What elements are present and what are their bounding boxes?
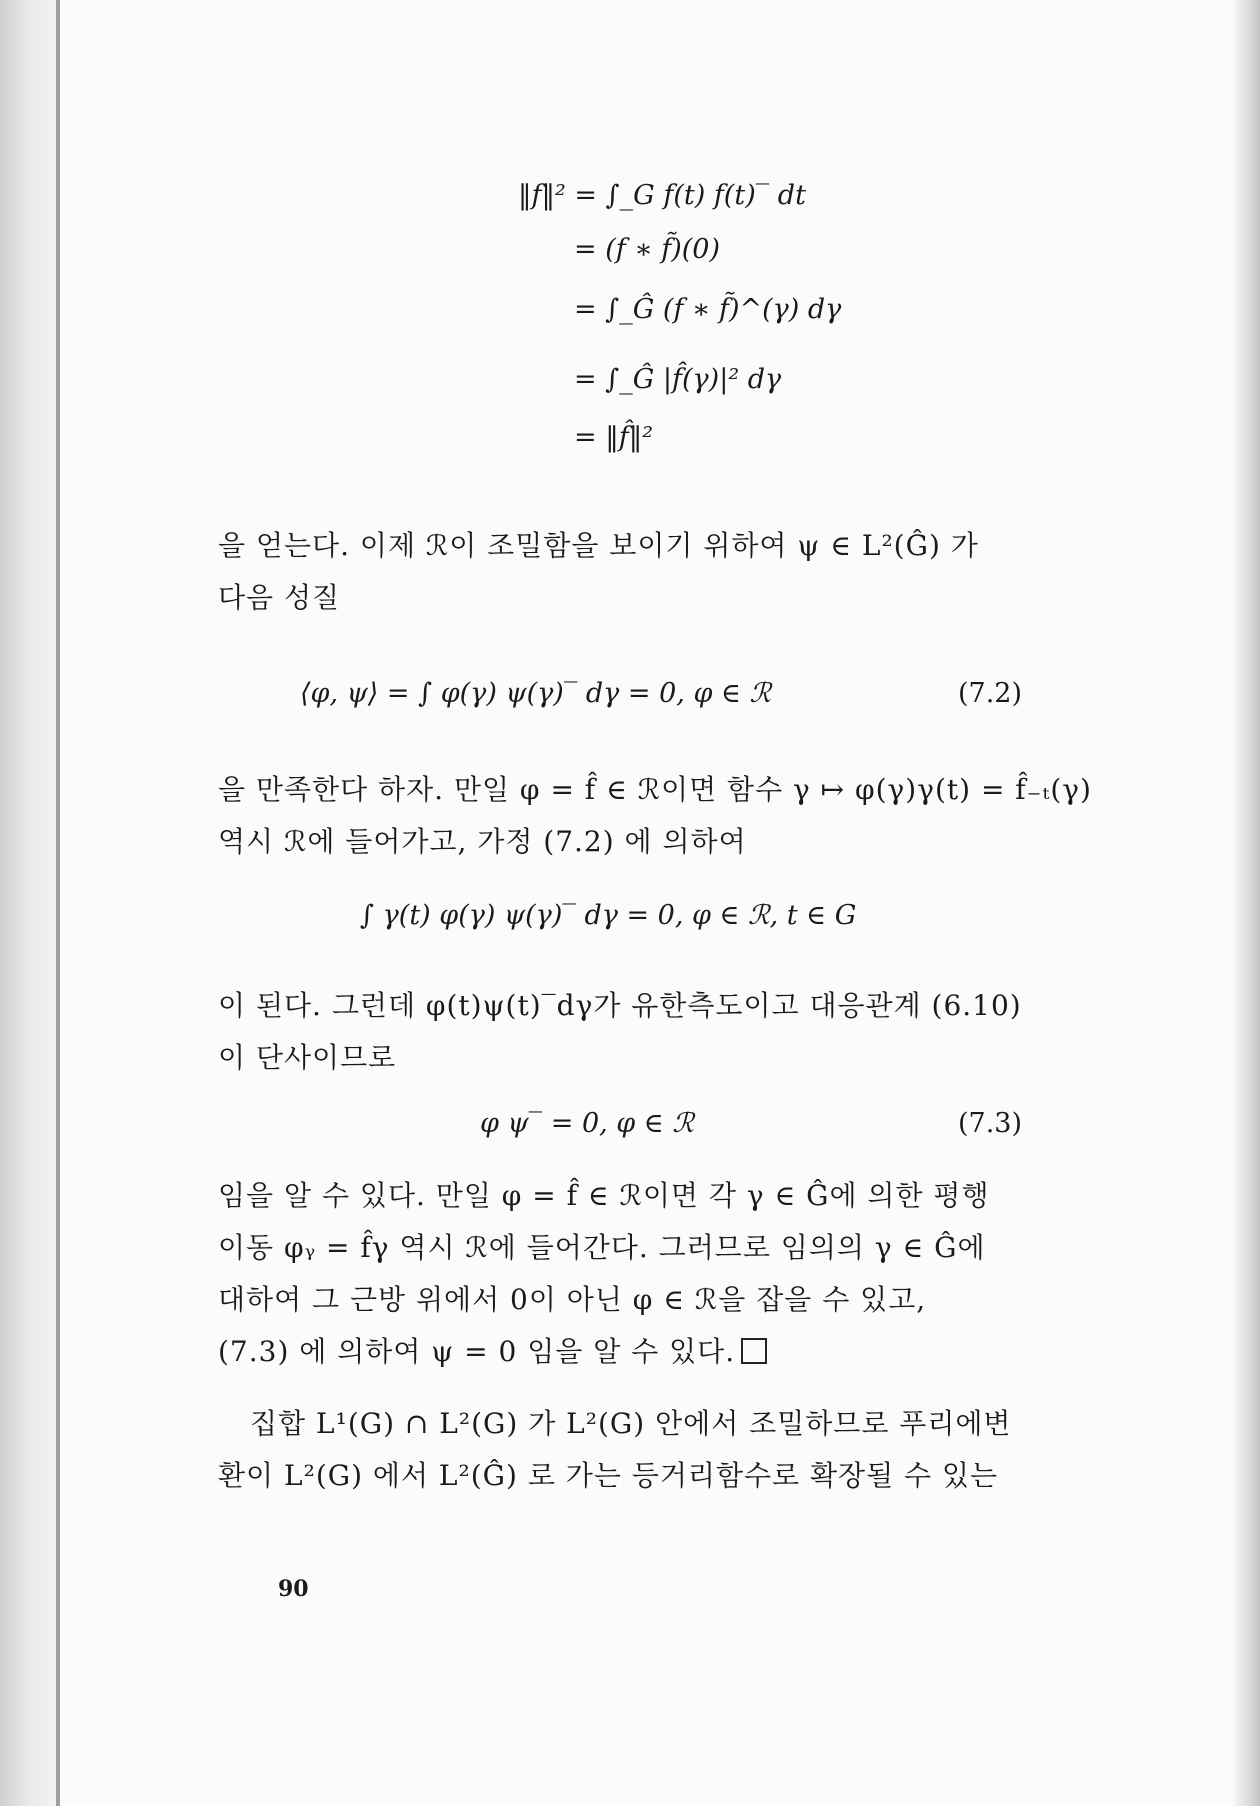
equation-line: ∫ γ(t) φ(γ) ψ(γ)‾ dγ = 0, φ ∈ ℛ, t ∈ G: [360, 900, 857, 931]
equation-translated: [360, 900, 1040, 940]
page-number: 90: [278, 1576, 309, 1602]
page: [60, 0, 1234, 1806]
paragraph-5: [218, 1398, 1150, 1502]
text-line: 이 된다. 그런데 φ(t)ψ(t)‾dγ가 유한측도이고 대응관계 (6.10): [218, 989, 1022, 1022]
paragraph-3: [218, 980, 1118, 1084]
equation-line: = ‖f̂‖²: [574, 422, 654, 453]
text-line: 환이 L²(G) 에서 L²(Ĝ) 로 가는 등거리함수로 확장될 수 있는: [218, 1459, 999, 1492]
equation-tag: (7.2): [958, 678, 1023, 709]
text-line: 임을 알 수 있다. 만일 φ = f̂ ∈ ℛ이면 각 γ ∈ Ĝ에 의한 평행: [218, 1179, 990, 1212]
paragraph-2: [218, 764, 1118, 868]
equation-line: = ∫_Ĝ (f ∗ f̃)^(γ) dγ: [574, 294, 842, 325]
text-line: 역시 ℛ에 들어가고, 가정 (7.2) 에 의하여: [218, 825, 747, 858]
text-line: 이 단사이므로: [218, 1041, 397, 1074]
book-spine: [0, 0, 60, 1806]
equation-line: φ ψ‾ = 0, φ ∈ ℛ: [480, 1108, 694, 1139]
equation-7-3: [480, 1108, 1040, 1148]
text-line: 대하여 그 근방 위에서 0이 아닌 φ ∈ ℛ을 잡을 수 있고,: [218, 1283, 927, 1316]
text-line: 집합 L¹(G) ∩ L²(G) 가 L²(G) 안에서 조밀하므로 푸리에변: [250, 1407, 1012, 1440]
equation-line: = ∫_Ĝ |f̂(γ)|² dγ: [574, 364, 782, 395]
qed-box-icon: [741, 1338, 767, 1364]
text-line: 다음 성질: [218, 581, 341, 614]
equation-line: = (f ∗ f̃)(0): [574, 234, 721, 265]
text-line: 이동 φᵧ = f̂γ 역시 ℛ에 들어간다. 그러므로 임의의 γ ∈ Ĝ에: [218, 1231, 986, 1264]
equation-tag: (7.3): [958, 1108, 1023, 1139]
text-line: 을 만족한다 하자. 만일 φ = f̂ ∈ ℛ이면 함수 γ ↦ φ(γ)γ(t) = f̂₋ₜ(γ): [218, 773, 1092, 806]
paragraph-4: [218, 1170, 1118, 1378]
norm-equation-chain: [518, 180, 1038, 470]
text-line: (7.3) 에 의하여 ψ = 0 임을 알 수 있다.: [218, 1335, 736, 1368]
text-line-with-qed: [218, 1326, 1118, 1378]
paragraph-1: [218, 520, 1118, 624]
text-line: 을 얻는다. 이제 ℛ이 조밀함을 보이기 위하여 ψ ∈ L²(Ĝ) 가: [218, 529, 979, 562]
equation-line: ‖f‖² = ∫_G f(t) f(t)‾ dt: [518, 180, 806, 211]
equation-7-2: [300, 678, 1040, 718]
book-right-edge: [1234, 0, 1260, 1806]
equation-line: ⟨φ, ψ⟩ = ∫ φ(γ) ψ(γ)‾ dγ = 0, φ ∈ ℛ: [300, 678, 772, 709]
